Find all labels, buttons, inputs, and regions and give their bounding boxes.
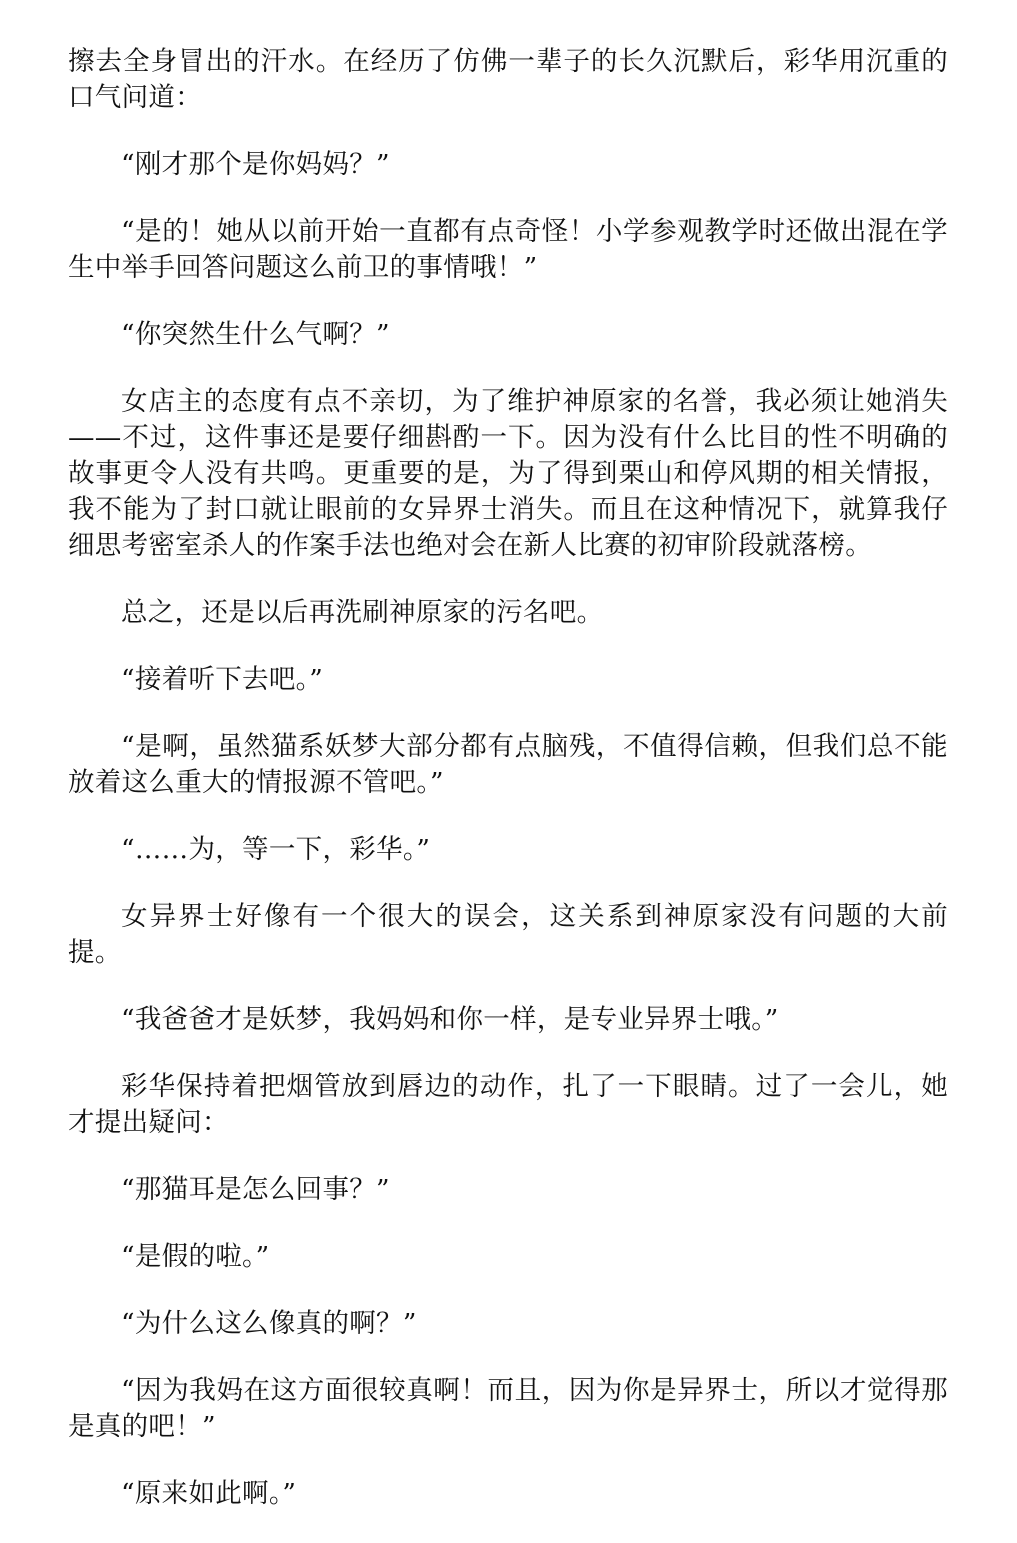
paragraph-narration: 彩华保持着把烟管放到唇边的动作，扎了一下眼睛。过了一会儿，她才提出疑问： — [68, 1071, 948, 1138]
paragraph-dialogue: “因为我妈在这方面很较真啊！而且，因为你是异界士，所以才觉得那是真的吧！” — [68, 1375, 948, 1442]
paragraph-dialogue: “我爸爸才是妖梦，我妈妈和你一样，是专业异界士哦。” — [121, 1004, 779, 1035]
paragraph-dialogue: “……为，等一下，彩华。” — [121, 834, 431, 865]
document-page — [68, 44, 948, 1543]
paragraph-dialogue: “你突然生什么气啊？” — [121, 319, 390, 350]
paragraph-dialogue: “那猫耳是怎么回事？” — [121, 1174, 390, 1205]
paragraph-dialogue: “是假的啦。” — [121, 1241, 270, 1272]
paragraph-narration: 女店主的态度有点不亲切，为了维护神原家的名誉，我必须让她消失——不过，这件事还是要仔细斟酌一下。因为没有什么比目的性不明确的故事更令人没有共鸣。更重要的是，为了得到栗山和停风期的相关情报，我不能为了封口就让眼前的女异界士消失。而且在这种情况下，就算我仔细思考密室杀人的作案手法也绝对会在新人比赛的初审阶段就落榜。 — [68, 386, 948, 561]
paragraph-narration: 总之，还是以后再洗刷神原家的污名吧。 — [121, 597, 604, 628]
paragraph-dialogue: “接着听下去吧。” — [121, 664, 324, 695]
paragraph-dialogue: “是啊，虽然猫系妖梦大部分都有点脑残，不值得信赖，但我们总不能放着这么重大的情报源不管吧。” — [68, 731, 948, 798]
paragraph-dialogue: “为什么这么像真的啊？” — [121, 1308, 417, 1339]
paragraph-continued: 擦去全身冒出的汗水。在经历了仿佛一辈子的长久沉默后，彩华用沉重的口气问道： — [68, 46, 948, 113]
paragraph-dialogue: “刚才那个是你妈妈？” — [121, 149, 390, 180]
paragraph-dialogue: “是的！她从以前开始一直都有点奇怪！小学参观教学时还做出混在学生中举手回答问题这么前卫的事情哦！” — [68, 216, 948, 283]
paragraph-dialogue: “原来如此啊。” — [121, 1478, 297, 1509]
paragraph-narration: 女异界士好像有一个很大的误会，这关系到神原家没有问题的大前提。 — [68, 901, 948, 968]
